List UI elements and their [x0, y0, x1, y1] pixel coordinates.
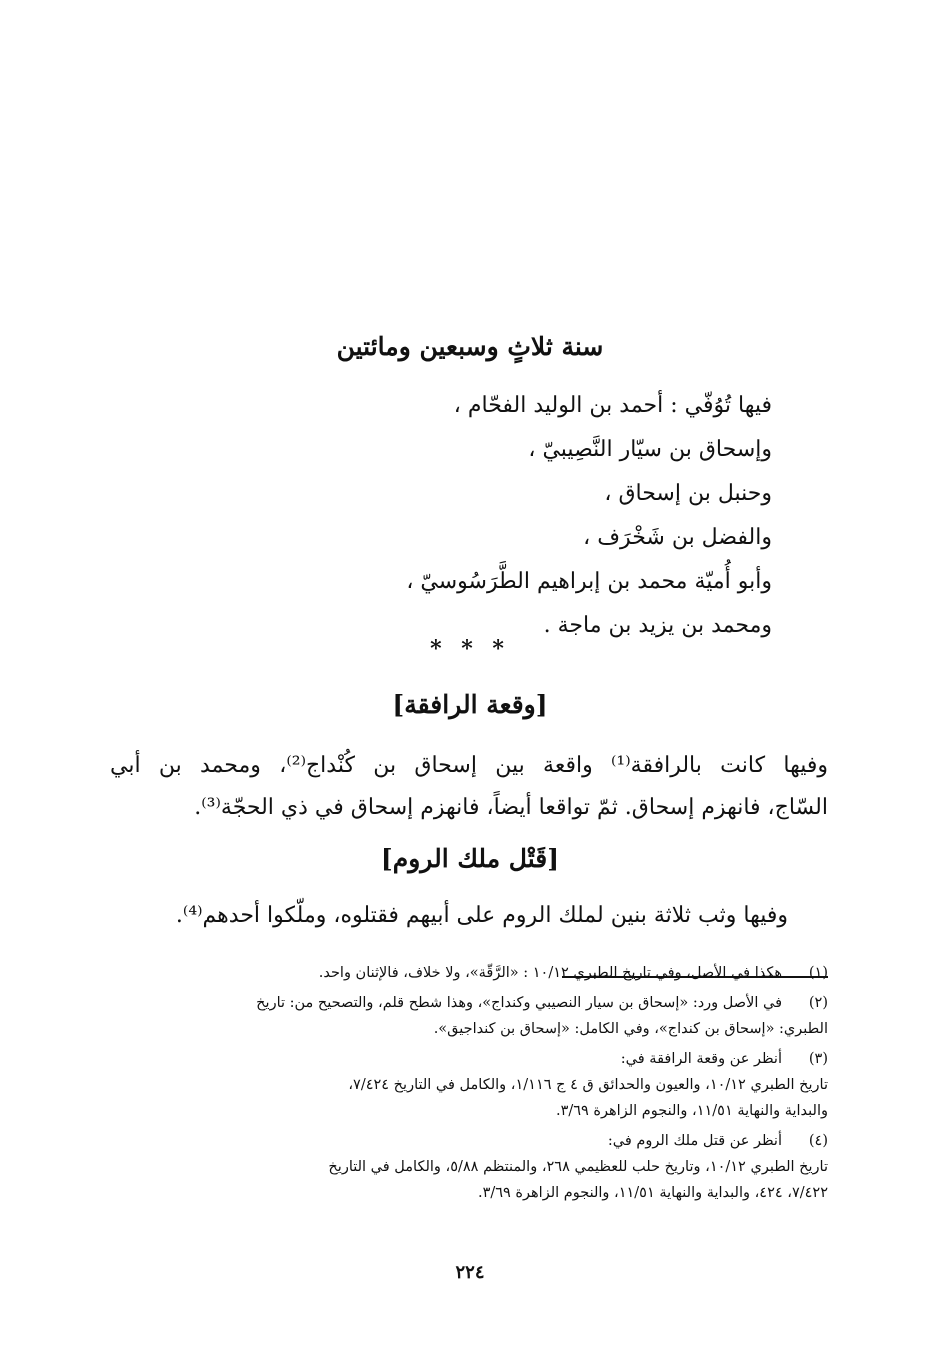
- rum-paragraph-line: وفيها وثب ثلاثة بنين لملك الروم على أبيهم فقتلوه، وملّكوا أحدهم⁽⁴⁾.: [175, 903, 788, 928]
- rafiqa-heading: [وقعة الرافقة]: [392, 690, 548, 719]
- footnote: [110, 990, 828, 1042]
- footnote-number: (٣): [808, 1051, 828, 1067]
- deaths-list-item: وأبو أُميّة محمد بن إبراهيم الطَّرَسُوسيّ ،: [406, 569, 772, 594]
- footnote-line: تاريخ الطبري ١٠/١٢، وتاريخ حلب للعظيمي ٢٦٨، والمنتظم ٥/٨٨، والكامل في التاريخ: [328, 1159, 828, 1175]
- deaths-list-item: فيها تُوُفّي : أحمد بن الوليد الفحّام ،: [453, 393, 772, 418]
- footnote-line: أنظر عن وقعة الرافقة في:: [620, 1051, 782, 1067]
- footnote: [110, 1046, 828, 1124]
- footnote-line: هكذا في الأصل، وفي تاريخ الطبري ١٠/١٢ : «الرَّقّة»، ولا خلاف، فالإثنان واحد.: [318, 965, 782, 981]
- deaths-list-item: والفضل بن شَخْرَف ،: [583, 525, 772, 550]
- footnote-number: (١): [808, 965, 828, 981]
- footnote: [110, 1128, 828, 1206]
- rum-heading: [قَتْل ملك الروم]: [380, 844, 560, 873]
- footnote-number: (٢): [808, 995, 828, 1011]
- footnote-line: أنظر عن قتل ملك الروم في:: [607, 1133, 782, 1149]
- footnote-line: تاريخ الطبري ١٠/١٢، والعيون والحدائق ق ٤ ج ١/١١٦، والكامل في التاريخ ٧/٤٢٤،: [348, 1077, 828, 1093]
- page-number: ٢٢٤: [455, 1262, 485, 1283]
- rafiqa-paragraph-line: وفيها كانت بالرافقة⁽¹⁾ واقعة بين إسحاق بن كُنْداج⁽²⁾، ومحمد بن أبي: [110, 753, 829, 778]
- footnote-line: في الأصل ورد: «إسحاق بن سيار النصيبي وكنداج»، وهذا شطح قلم، والتصحيح من: تاريخ: [256, 995, 782, 1011]
- deaths-list-item: وحنبل بن إسحاق ،: [604, 481, 772, 506]
- section-separator: * * *: [430, 636, 510, 662]
- footnote-line: الطبري: «إسحاق بن كنداج»، وفي الكامل: «إسحاق بن كنداجيق».: [433, 1021, 828, 1037]
- deaths-list-item: وإسحاق بن سيّار النَّصِيبيّ ،: [528, 437, 772, 462]
- footnote-line: والبداية والنهاية ١١/٥١، والنجوم الزاهرة ٣/٦٩.: [555, 1103, 828, 1119]
- deaths-list-item: ومحمد بن يزيد بن ماجة .: [543, 613, 772, 638]
- footnote-line: ٧/٤٢٢، ٤٢٤، والبداية والنهاية ١١/٥١، والنجوم الزاهرة ٣/٦٩.: [477, 1185, 828, 1201]
- footnote-number: (٤): [808, 1133, 828, 1149]
- rafiqa-paragraph-line: السّاج، فانهزم إسحاق. ثمّ تواقعا أيضاً، فانهزم إسحاق في ذي الحجّة⁽³⁾.: [194, 795, 828, 820]
- deaths-list: [272, 384, 772, 648]
- footnote: [110, 960, 828, 986]
- section-title: سنة ثلاثٍ وسبعين ومائتين: [336, 332, 604, 361]
